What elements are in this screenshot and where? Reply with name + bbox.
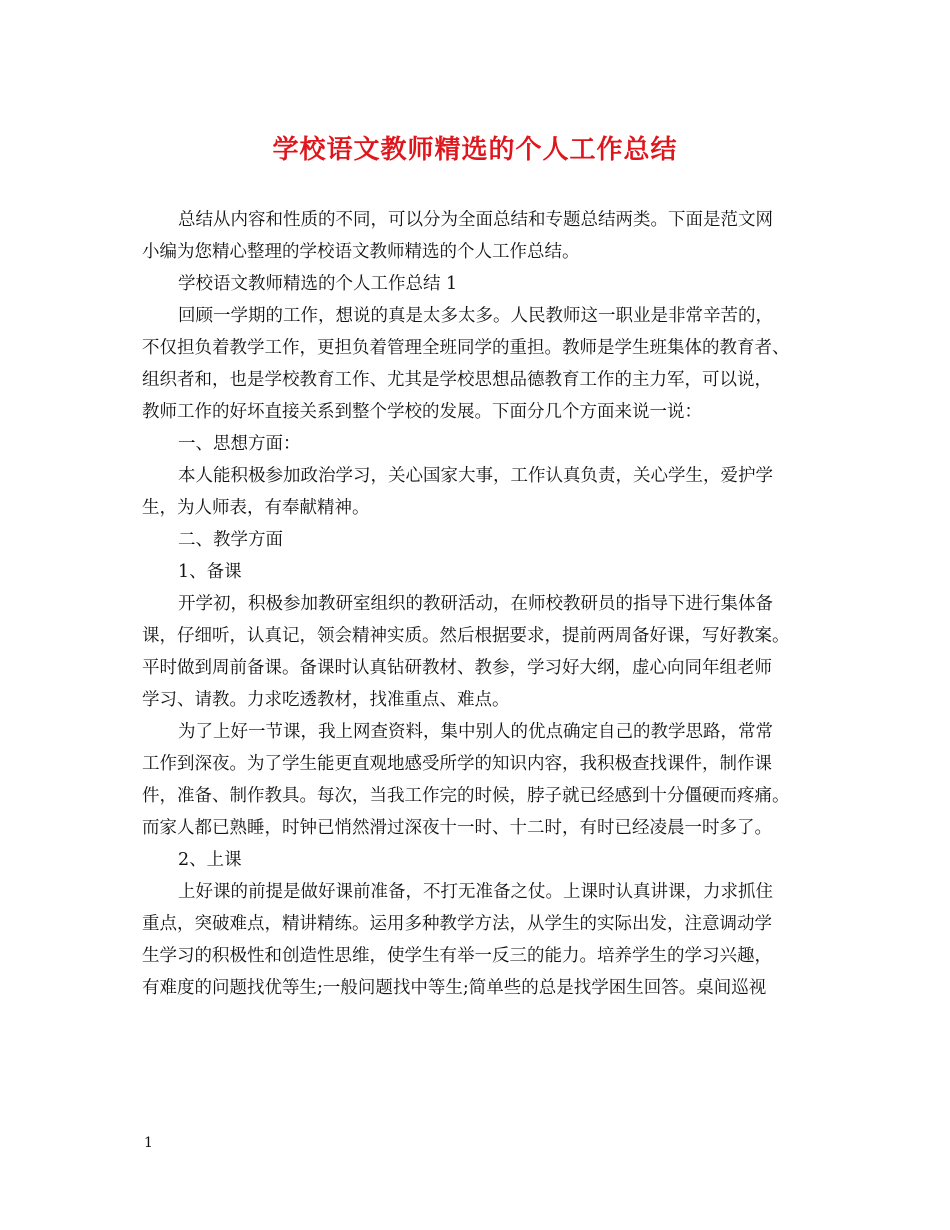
paragraph-line: 回顾一学期的工作，想说的真是太多太多。人民教师这一职业是非常辛苦的，	[178, 306, 773, 326]
subsection-heading: 2、上课	[178, 850, 242, 870]
paragraph-line: 工作到深夜。为了学生能更直观地感受所学的知识内容，我积极查找课件，制作课	[142, 754, 772, 774]
paragraph-line: 小编为您精心整理的学校语文教师精选的个人工作总结。	[142, 242, 580, 262]
section-heading: 二、教学方面	[178, 530, 283, 550]
paragraph-line: 平时做到周前备课。备课时认真钻研教材、教参，学习好大纲，虚心向同年组老师	[142, 658, 772, 678]
paragraph-line: 上好课的前提是做好课前准备，不打无准备之仗。上课时认真讲课，力求抓住	[178, 882, 773, 902]
paragraph-line: 组织者和，也是学校教育工作、尤其是学校思想品德教育工作的主力军，可以说，	[142, 370, 772, 390]
paragraph-line: 生学习的积极性和创造性思维，使学生有举一反三的能力。培养学生的学习兴趣，	[142, 946, 772, 966]
paragraph-line: 课，仔细听，认真记，领会精神实质。然后根据要求，提前两周备好课，写好教案。	[142, 626, 790, 646]
paragraph-line: 不仅担负着教学工作，更担负着管理全班同学的重担。教师是学生班集体的教育者、	[142, 338, 790, 358]
paragraph-line: 件，准备、制作教具。每次，当我工作完的时候，脖子就已经感到十分僵硬而疼痛。	[142, 786, 790, 806]
paragraph-line: 开学初，积极参加教研室组织的教研活动，在师校教研员的指导下进行集体备	[178, 594, 773, 614]
paragraph-line: 为了上好一节课，我上网查资料，集中别人的优点确定自己的教学思路，常常	[178, 722, 773, 742]
paragraph-line: 生，为人师表，有奉献精神。	[142, 498, 370, 518]
paragraph-line: 本人能积极参加政治学习，关心国家大事，工作认真负责，关心学生，爱护学	[178, 466, 773, 486]
subsection-heading: 1、备课	[178, 562, 242, 582]
section-heading: 一、思想方面：	[178, 434, 301, 454]
paragraph-line: 而家人都已熟睡，时钟已悄然滑过深夜十一时、十二时，有时已经凌晨一时多了。	[142, 818, 772, 838]
paragraph-line: 学习、请教。力求吃透教材，找准重点、难点。	[142, 690, 510, 710]
paragraph-line: 教师工作的好坏直接关系到整个学校的发展。下面分几个方面来说一说：	[142, 402, 702, 422]
document-title: 学校语文教师精选的个人工作总结	[272, 135, 678, 165]
section-heading: 学校语文教师精选的个人工作总结 1	[178, 274, 458, 294]
paragraph-line: 有难度的问题找优等生;一般问题找中等生;简单些的总是找学困生回答。桌间巡视	[142, 978, 767, 998]
paragraph-line: 重点，突破难点，精讲精练。运用多种教学方法，从学生的实际出发，注意调动学	[142, 914, 772, 934]
page-number: 1	[144, 1135, 153, 1151]
document-body	[142, 204, 808, 1004]
paragraph-line: 总结从内容和性质的不同，可以分为全面总结和专题总结两类。下面是范文网	[178, 210, 773, 230]
